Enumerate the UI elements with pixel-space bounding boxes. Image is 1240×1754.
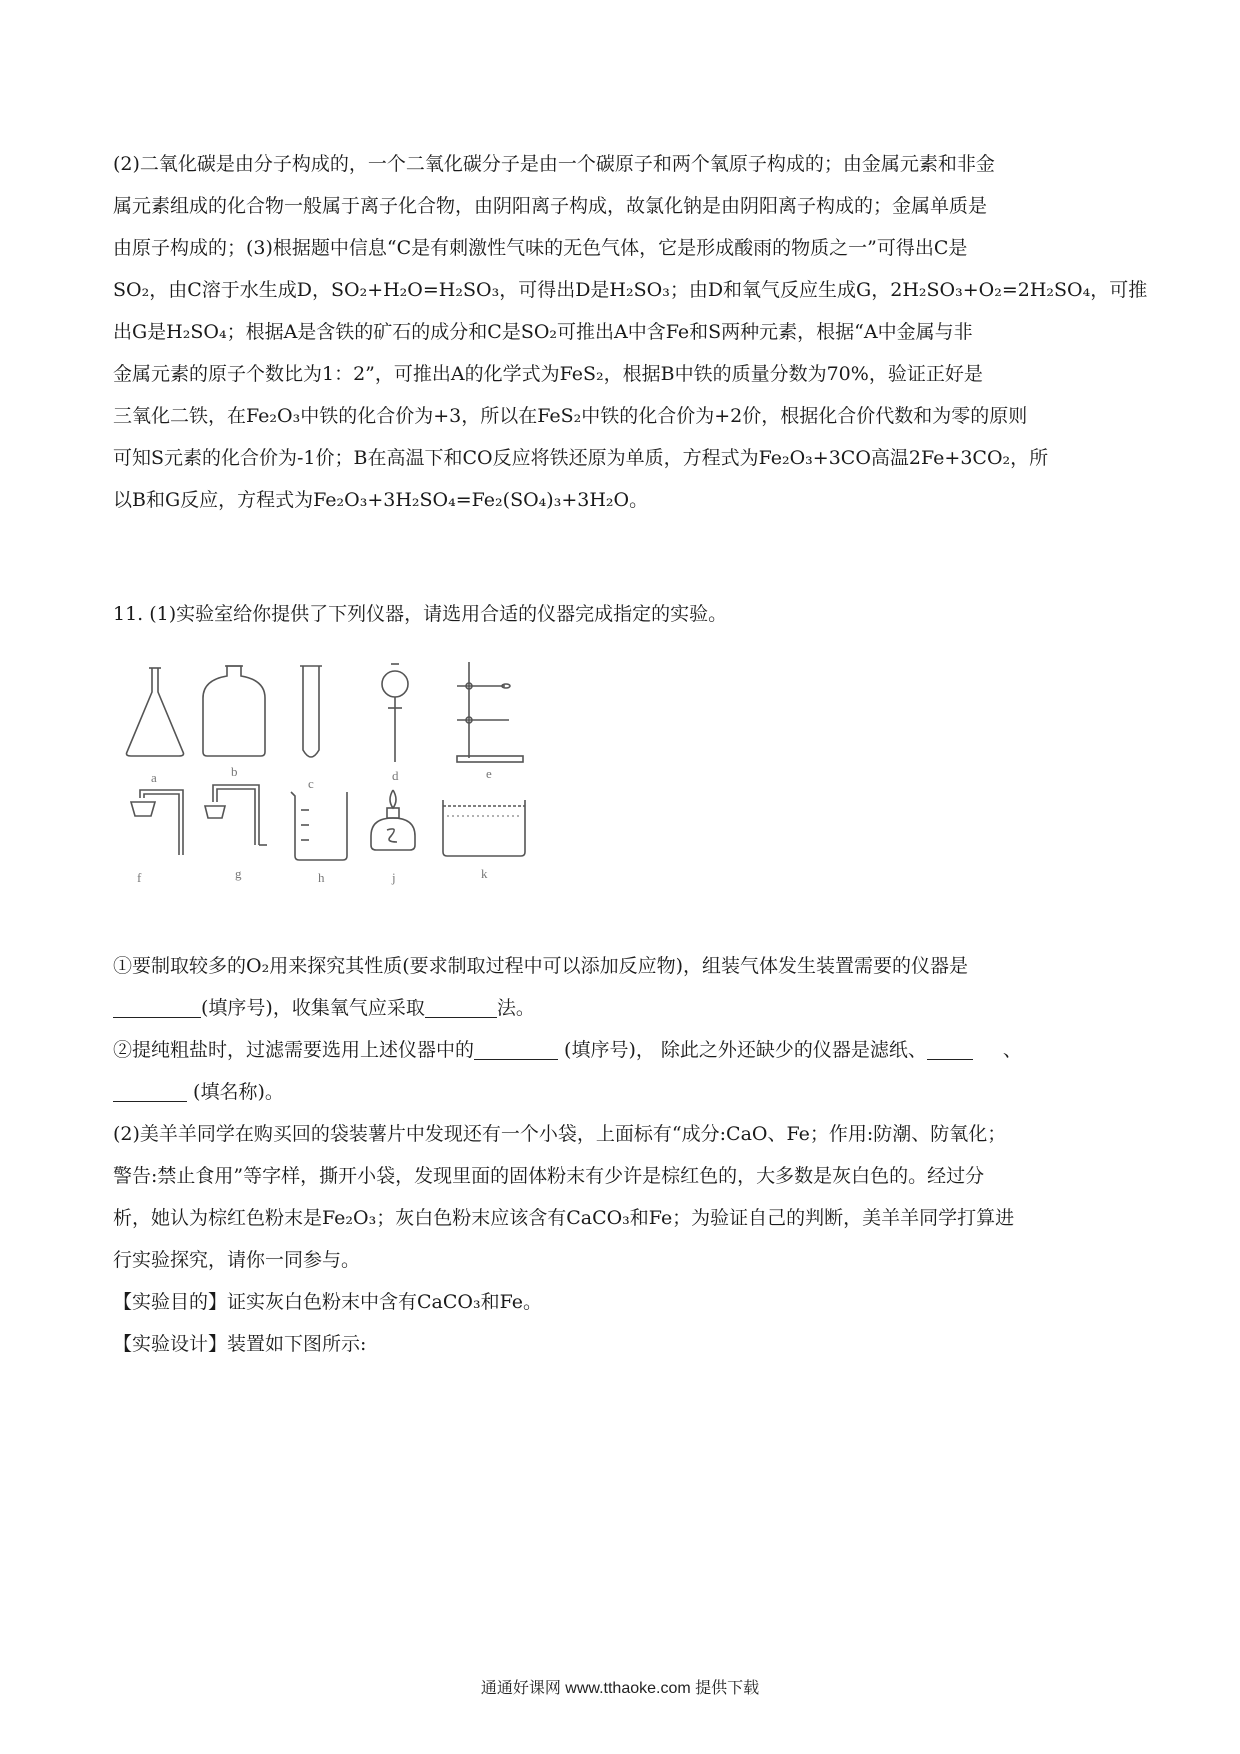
apparatus-label: a xyxy=(151,770,157,785)
part2-line: 警告:禁止食用”等字样，撕开小袋，发现里面的固体粉末有少许是棕红色的，大多数是灰白色的。经过分 xyxy=(113,1165,985,1187)
answer-blank[interactable] xyxy=(927,1037,973,1060)
experiment-purpose: 【实验目的】证实灰白色粉末中含有CaCO₃和Fe。 xyxy=(113,1291,542,1313)
delivery-tube-icon xyxy=(131,790,183,855)
apparatus-label: j xyxy=(392,870,396,885)
analysis-line: (2)二氧化碳是由分子构成的，一个二氧化碳分子是由一个碳原子和两个氧原子构成的；由金属元素和非金 xyxy=(113,153,995,175)
beaker-icon xyxy=(291,792,347,860)
analysis-line: 金属元素的原子个数比为1：2”，可推出A的化学式为FeS₂，根据B中铁的质量分数为70%，验证正好是 xyxy=(113,363,983,385)
alcohol-lamp-icon xyxy=(371,790,415,850)
question-text: (填序号)， 除此之外还缺少的仪器是滤纸、 xyxy=(558,1039,927,1061)
analysis-line: 由原子构成的；(3)根据题中信息“C是有刺激性气味的无色气体，它是形成酸雨的物质之一”可得出C是 xyxy=(113,237,968,259)
bent-tube-icon xyxy=(205,785,267,845)
analysis-paragraph xyxy=(113,143,1148,521)
question-text: (填名称)。 xyxy=(187,1081,284,1103)
iron-stand-icon xyxy=(457,662,523,762)
part2-line: 析，她认为棕红色粉末是Fe₂O₃；灰白色粉末应该含有CaCO₃和Fe；为验证自己的判断，美羊羊同学打算进 xyxy=(113,1207,1015,1229)
analysis-line: SO₂，由C溶于水生成D，SO₂+H₂O=H₂SO₃，可得出D是H₂SO₃；由D和氧气反应生成G，2H₂SO₃+O₂=2H₂SO₄，可推 xyxy=(113,279,1148,301)
water-trough-icon xyxy=(443,800,525,856)
apparatus-figure xyxy=(125,660,605,935)
wide-mouth-bottle-icon xyxy=(203,666,265,756)
apparatus-label: k xyxy=(481,866,488,881)
conical-flask-icon xyxy=(127,668,184,756)
question-intro xyxy=(113,593,1133,635)
answer-blank[interactable] xyxy=(113,995,201,1018)
separatory-funnel-icon xyxy=(382,664,408,762)
apparatus-label: e xyxy=(486,766,492,781)
question-text: 、 xyxy=(1002,1039,1022,1061)
apparatus-label: f xyxy=(137,870,142,885)
question-2-line-1 xyxy=(113,1029,1133,1071)
analysis-line: 可知S元素的化合价为-1价；B在高温下和CO反应将铁还原为单质，方程式为Fe₂O₃+3CO高温2Fe+3CO₂，所 xyxy=(113,447,1049,469)
answer-blank[interactable] xyxy=(474,1037,558,1060)
analysis-line: 出G是H₂SO₄；根据A是含铁的矿石的成分和C是SO₂可推出A中含Fe和S两种元素，根据“A中金属与非 xyxy=(113,321,973,343)
apparatus-label: g xyxy=(235,866,242,881)
question-text: (填序号)，收集氧气应采取 xyxy=(201,997,425,1019)
part2-line: (2)美羊羊同学在购买回的袋装薯片中发现还有一个小袋，上面标有“成分:CaO、Fe；作用:防潮、防氧化； xyxy=(113,1123,1007,1145)
apparatus-label: c xyxy=(308,776,314,791)
answer-blank[interactable] xyxy=(113,1079,187,1102)
question-1-line-2 xyxy=(113,987,1133,1029)
question-text: 法。 xyxy=(496,997,535,1019)
question-1-line-1: ①要制取较多的O₂用来探究其性质(要求制取过程中可以添加反应物)，组装气体发生装置需要的仪器是 xyxy=(113,955,969,977)
question-intro-text: 11. (1)实验室给你提供了下列仪器，请选用合适的仪器完成指定的实验。 xyxy=(113,603,728,625)
question-text: ②提纯粗盐时，过滤需要选用上述仪器中的 xyxy=(113,1039,475,1061)
apparatus-label: d xyxy=(392,768,399,783)
experiment-design: 【实验设计】装置如下图所示: xyxy=(113,1333,367,1355)
apparatus-drawing xyxy=(125,660,605,935)
question-2-line-2 xyxy=(113,1071,1133,1113)
apparatus-label: h xyxy=(318,870,325,885)
page-footer: 通通好课网 www.tthaoke.com 提供下载 xyxy=(480,1680,760,1697)
part2-line: 行实验探究，请你一同参与。 xyxy=(113,1249,361,1271)
sub-questions xyxy=(113,945,1133,1365)
test-tube-icon xyxy=(300,666,322,757)
answer-blank[interactable] xyxy=(425,995,497,1018)
apparatus-label: b xyxy=(231,764,238,779)
analysis-line: 三氧化二铁，在Fe₂O₃中铁的化合价为+3，所以在FeS₂中铁的化合价为+2价，根据化合价代数和为零的原则 xyxy=(113,405,1028,427)
analysis-line: 以B和G反应，方程式为Fe₂O₃+3H₂SO₄=Fe₂(SO₄)₃+3H₂O。 xyxy=(113,489,649,511)
analysis-line: 属元素组成的化合物一般属于离子化合物，由阴阳离子构成，故氯化钠是由阴阳离子构成的；金属单质是 xyxy=(113,195,988,217)
